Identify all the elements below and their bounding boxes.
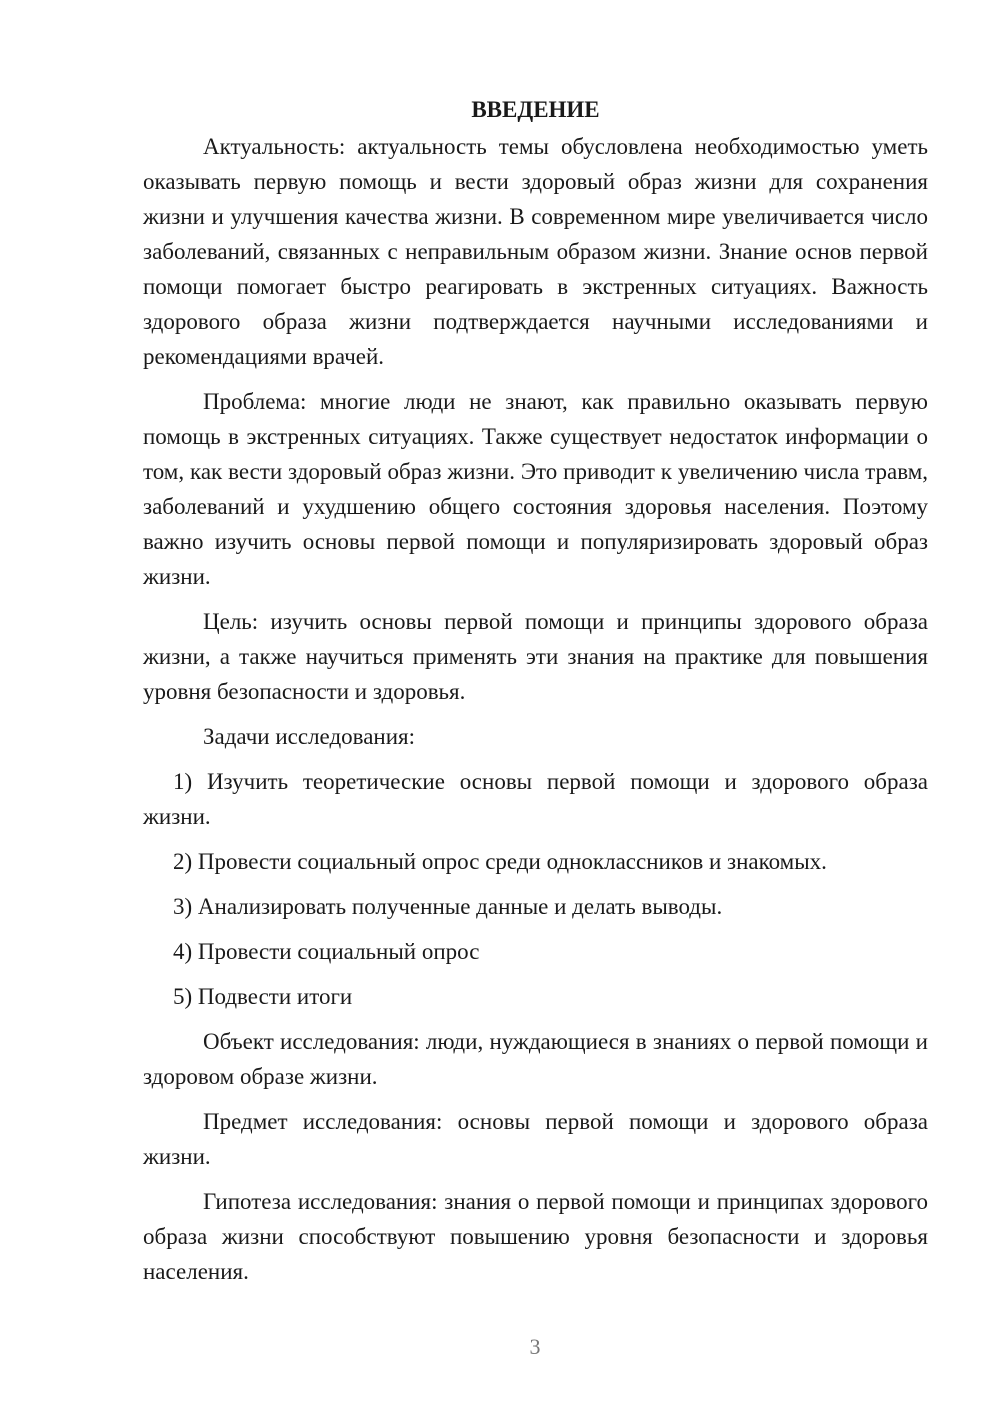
tasks-heading: Задачи исследования:	[203, 724, 416, 749]
task-item: 2) Провести социальный опрос среди одноклассников и знакомых.	[173, 849, 827, 874]
object-paragraph: Объект исследования: люди, нуждающиеся в знаниях о первой помощи и здоровом образе жизни.	[143, 1029, 928, 1089]
relevance-paragraph: Актуальность: актуальность темы обусловлена необходимостью уметь оказывать первую помощь и вести здоровый образ жизни для сохранения жизни и улучшения качества жизни. В современном мире увеличивается число заболеваний, связанных с неправильным образом жизни. Знание основ первой помощи помогает быстро реагировать в экстренных ситуациях. Важность здорового образа жизни подтверждается научными исследованиями и рекомендациями врачей.	[143, 134, 928, 369]
task-item: 4) Провести социальный опрос	[173, 939, 480, 964]
task-item: 3) Анализировать полученные данные и делать выводы.	[173, 894, 723, 919]
task-item: 5) Подвести итоги	[173, 984, 353, 1009]
subject-paragraph: Предмет исследования: основы первой помощи и здорового образа жизни.	[143, 1109, 928, 1169]
section-title: ВВЕДЕНИЕ	[471, 97, 600, 122]
problem-paragraph: Проблема: многие люди не знают, как правильно оказывать первую помощь в экстренных ситуациях. Также существует недостаток информации о том, как вести здоровый образ жизни. Это приводит к увеличению числа травм, заболеваний и ухудшению общего состояния здоровья населения. Поэтому важно изучить основы первой помощи и популяризировать здоровый образ жизни.	[143, 389, 928, 589]
page-number: 3	[529, 1334, 541, 1359]
goal-paragraph: Цель: изучить основы первой помощи и принципы здорового образа жизни, а также научиться применять эти знания на практике для повышения уровня безопасности и здоровья.	[143, 609, 928, 704]
hypothesis-paragraph: Гипотеза исследования: знания о первой помощи и принципах здорового образа жизни способствуют повышению уровня безопасности и здоровья населения.	[143, 1189, 928, 1284]
task-item: 1) Изучить теоретические основы первой помощи и здорового образа жизни.	[143, 769, 928, 829]
tasks-list	[143, 764, 928, 1014]
page-content	[143, 92, 928, 1299]
